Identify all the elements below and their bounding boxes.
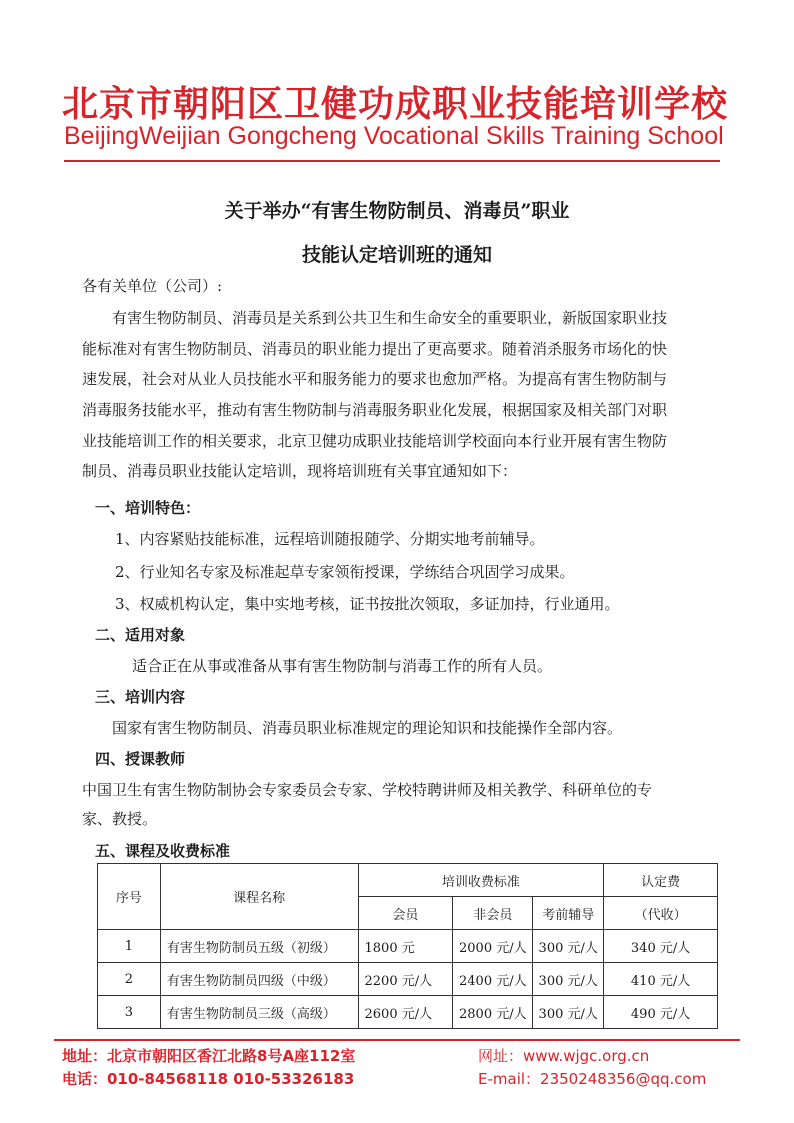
- notice-title-line2: 技能认定培训班的通知: [301, 244, 492, 266]
- fee-table: [97, 863, 718, 1029]
- section-heading-teachers: 四、授课教师: [95, 750, 186, 768]
- header-course: 课程名称: [160, 864, 358, 930]
- section-heading-content: 三、培训内容: [95, 688, 186, 706]
- intro-line: 业技能培训工作的相关要求，北京卫健功成职业技能培训学校面向本行业开展有害生物防: [82, 431, 668, 450]
- footer-website: 网址：www.wjgc.org.cn: [478, 1047, 650, 1065]
- header-no: 序号: [98, 864, 161, 930]
- footer-phone: 电话：010-84568118 010-53326183: [62, 1070, 355, 1088]
- header-cert-note: （代收）: [604, 897, 718, 930]
- section-heading-features: 一、培训特色：: [95, 499, 201, 517]
- cell-no: 1: [98, 930, 161, 963]
- cell-cert: 410 元/人: [604, 963, 718, 996]
- cell-cert: 490 元/人: [604, 996, 718, 1029]
- footer-email: E-mail：2350248356@qq.com: [478, 1070, 707, 1088]
- intro-line: 制员、消毒员职业技能认定培训，现将培训班有关事宜通知如下：: [82, 462, 518, 481]
- cell-nonmember: 2400 元/人: [453, 963, 533, 996]
- section-heading-fees: 五、课程及收费标准: [95, 842, 231, 860]
- cell-no: 3: [98, 996, 161, 1029]
- table-row: [98, 996, 718, 1029]
- header-tutoring: 考前辅导: [533, 897, 604, 930]
- cell-course: 有害生物防制员三级（高级）: [160, 996, 358, 1029]
- cell-course: 有害生物防制员五级（初级）: [160, 930, 358, 963]
- footer-divider: [54, 1039, 740, 1041]
- header-cert-fee: 认定费: [604, 864, 718, 897]
- teachers-text-line1: 中国卫生有害生物防制协会专家委员会专家、学校特聘讲师及相关教学、科研单位的专: [82, 781, 653, 799]
- school-name-cn: 北京市朝阳区卫健功成职业技能培训学校: [62, 84, 729, 125]
- notice-title-line1: 关于举办“有害生物防制员、消毒员”职业: [224, 200, 570, 222]
- header-fee-standard: 培训收费标准: [358, 864, 604, 897]
- school-name-en: BeijingWeijian Gongcheng Vocational Skills Training School: [64, 122, 724, 150]
- cell-course: 有害生物防制员四级（中级）: [160, 963, 358, 996]
- cell-nonmember: 2000 元/人: [453, 930, 533, 963]
- cell-member: 2600 元/人: [358, 996, 453, 1029]
- cell-member: 2200 元/人: [358, 963, 453, 996]
- intro-line: 消毒服务技能水平，推动有害生物防制与消毒服务职业化发展，根据国家及相关部门对职: [82, 401, 668, 420]
- footer-address: 地址：北京市朝阳区香江北路8号A座112室: [62, 1047, 356, 1065]
- salutation: 各有关单位（公司）:: [82, 277, 223, 295]
- content-text: 国家有害生物防制员、消毒员职业标准规定的理论知识和技能操作全部内容。: [112, 719, 623, 737]
- audience-text: 适合正在从事或准备从事有害生物防制与消毒工作的所有人员。: [132, 657, 553, 675]
- cell-tutoring: 300 元/人: [533, 930, 604, 963]
- cell-no: 2: [98, 963, 161, 996]
- cell-nonmember: 2800 元/人: [453, 996, 533, 1029]
- cell-tutoring: 300 元/人: [533, 996, 604, 1029]
- header-divider: [64, 160, 720, 162]
- intro-line: 速发展，社会对从业人员技能水平和服务能力的要求也愈加严格。为提高有害生物防制与: [82, 370, 668, 389]
- table-row: [98, 963, 718, 996]
- teachers-text-line2: 家、教授。: [82, 810, 158, 828]
- feature-item: 1、内容紧贴技能标准，远程培训随报随学、分期实地考前辅导。: [115, 530, 545, 548]
- table-header-row: [98, 864, 718, 897]
- cell-member: 1800 元: [358, 930, 453, 963]
- feature-item: 3、权威机构认定，集中实地考核，证书按批次领取，多证加持，行业通用。: [115, 595, 620, 613]
- intro-paragraph: [82, 303, 667, 487]
- intro-line: 有害生物防制员、消毒员是关系到公共卫生和生命安全的重要职业，新版国家职业技: [112, 309, 668, 327]
- table-row: [98, 930, 718, 963]
- feature-item: 2、行业知名专家及标准起草专家领衔授课，学练结合巩固学习成果。: [115, 563, 575, 581]
- header-nonmember: 非会员: [453, 897, 533, 930]
- intro-line: 能标准对有害生物防制员、消毒员的职业能力提出了更高要求。随着消杀服务市场化的快: [82, 339, 668, 358]
- cell-tutoring: 300 元/人: [533, 963, 604, 996]
- cell-cert: 340 元/人: [604, 930, 718, 963]
- header-member: 会员: [358, 897, 453, 930]
- section-heading-audience: 二、适用对象: [95, 626, 186, 644]
